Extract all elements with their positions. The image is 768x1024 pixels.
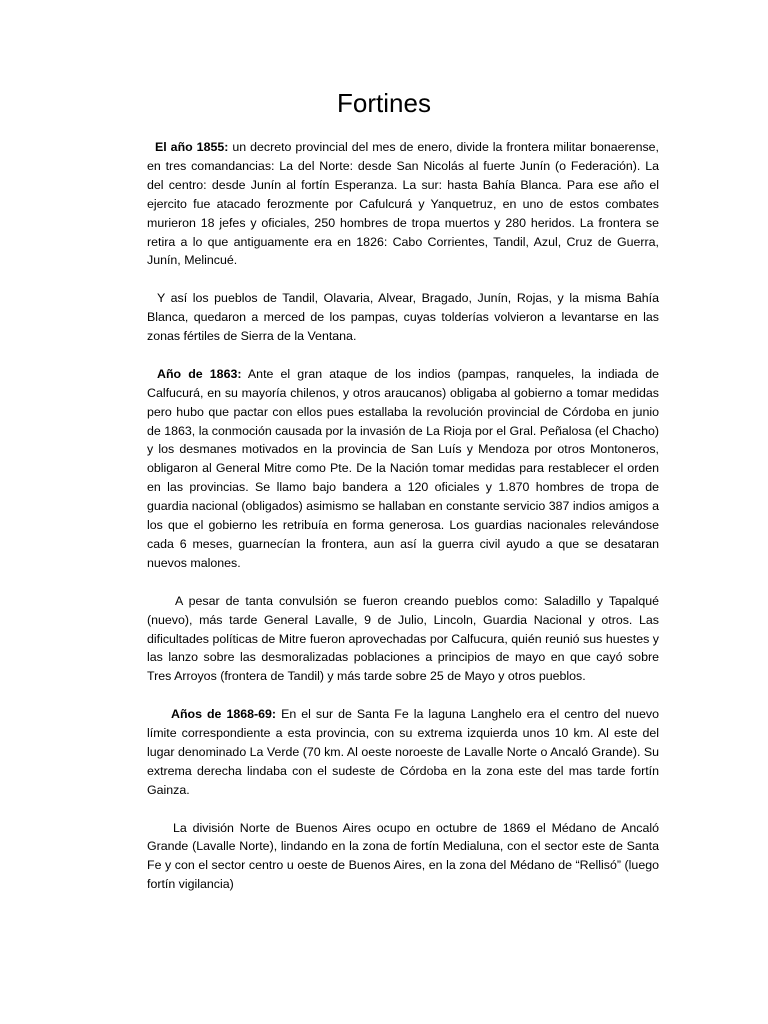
paragraph-heading: El año 1855: xyxy=(155,140,229,154)
paragraph-text: En el sur de Santa Fe la laguna Langhelo era el centro del nuevo límite correspondiente a esta provincia, con su extrema izquierda unos 10 km. Al este del lugar denominado La Verde (70 km. Al oeste noroeste de Lavalle Norte o Ancaló Grande). Su extrema derecha lindaba con el sudeste de Córdoba en la zona este del mas tarde fortín Gainza. xyxy=(147,707,659,797)
document-title: Fortines xyxy=(337,88,431,118)
paragraph-text: Y así los pueblos de Tandil, Olavaria, Alvear, Bragado, Junín, Rojas, y la misma Bahía Blanca, quedaron a merced de los pampas, cuyas tolderías volvieron a levantarse en las zonas fértiles de Sierra de la Ventana. xyxy=(147,291,659,344)
paragraph-1855 xyxy=(147,138,659,270)
paragraph-1863 xyxy=(147,365,659,573)
paragraph-division-norte xyxy=(147,819,659,895)
paragraph-pueblos xyxy=(147,289,659,346)
paragraph-text: La división Norte de Buenos Aires ocupo en octubre de 1869 el Médano de Ancaló Grande (Lavalle Norte), lindando en la zona de fortín Medialuna, con el sector este de Santa Fe y con el sector centro u oeste de Buenos Aires, en la zona del Médano de “Rellisó” (luego fortín vigilancia) xyxy=(147,820,659,892)
paragraph-heading: Años de 1868-69: xyxy=(171,707,277,722)
paragraph-text: A pesar de tanta convulsión se fueron creando pueblos como: Saladillo y Tapalqué (nuevo), más tarde General Lavalle, 9 de Julio, Lincoln, Guardia Nacional y otros. Las dificultades políticas de Mitre fueron aprovechadas por Calfucura, quién reunió sus huestes y las lanzo sobre las desmoralizadas poblaciones a principios de mayo en que cayó sobre Tres Arroyos (frontera de Tandil) y más tarde sobre 25 de Mayo y otros pueblos. xyxy=(147,593,659,684)
document-body xyxy=(147,138,659,913)
paragraph-text: Ante el gran ataque de los indios (pampas, ranqueles, la indiada de Calfucurá, en su mayoría chilenos, y otros araucanos) obligaba al gobierno a tomar medidas pero hubo que pactar con ellos pues estallaba la revolución provincial de Córdoba en junio de 1863, la conmoción causada por la invasión de La Rioja por el Gral. Peñalosa (el Chacho) y los desmanes motivados en la provincia de San Luís y Mendoza por otros Montoneros, obligaron al General Mitre como Pte. De la Nación tomar medidas para restablecer el orden en las provincias. Se llamo bajo bandera a 120 oficiales y 1.870 hombres de tropa de guardia nacional (obligados) asimismo se hallaban en constante servicio 387 indios amigos a los que el gobierno les retribuía en forma generosa. Los guardias nacionales relevándose cada 6 meses, guarnecían la frontera, aun así la guerra civil ayudo a que se desataran nuevos malones. xyxy=(147,366,659,570)
paragraph-convulsion xyxy=(147,592,659,687)
paragraph-heading: Año de 1863: xyxy=(157,366,242,381)
paragraph-text: un decreto provincial del mes de enero, divide la frontera militar bonaerense, en tres comandancias: La del Norte: desde San Nicolás al fuerte Junín (o Federación). La del centro: desde Junín al fortín Esperanza. La sur: hasta Bahía Blanca. Para ese año el ejercito fue atacado ferozmente por Cafulcurá y Yanquetruz, en uno de estos combates murieron 18 jefes y oficiales, 250 hombres de tropa muertos y 280 heridos. La frontera se retira a lo que antiguamente era en 1826: Cabo Corrientes, Tandil, Azul, Cruz de Guerra, Junín, Melincué. xyxy=(147,140,659,268)
paragraph-1868-69 xyxy=(147,705,659,800)
